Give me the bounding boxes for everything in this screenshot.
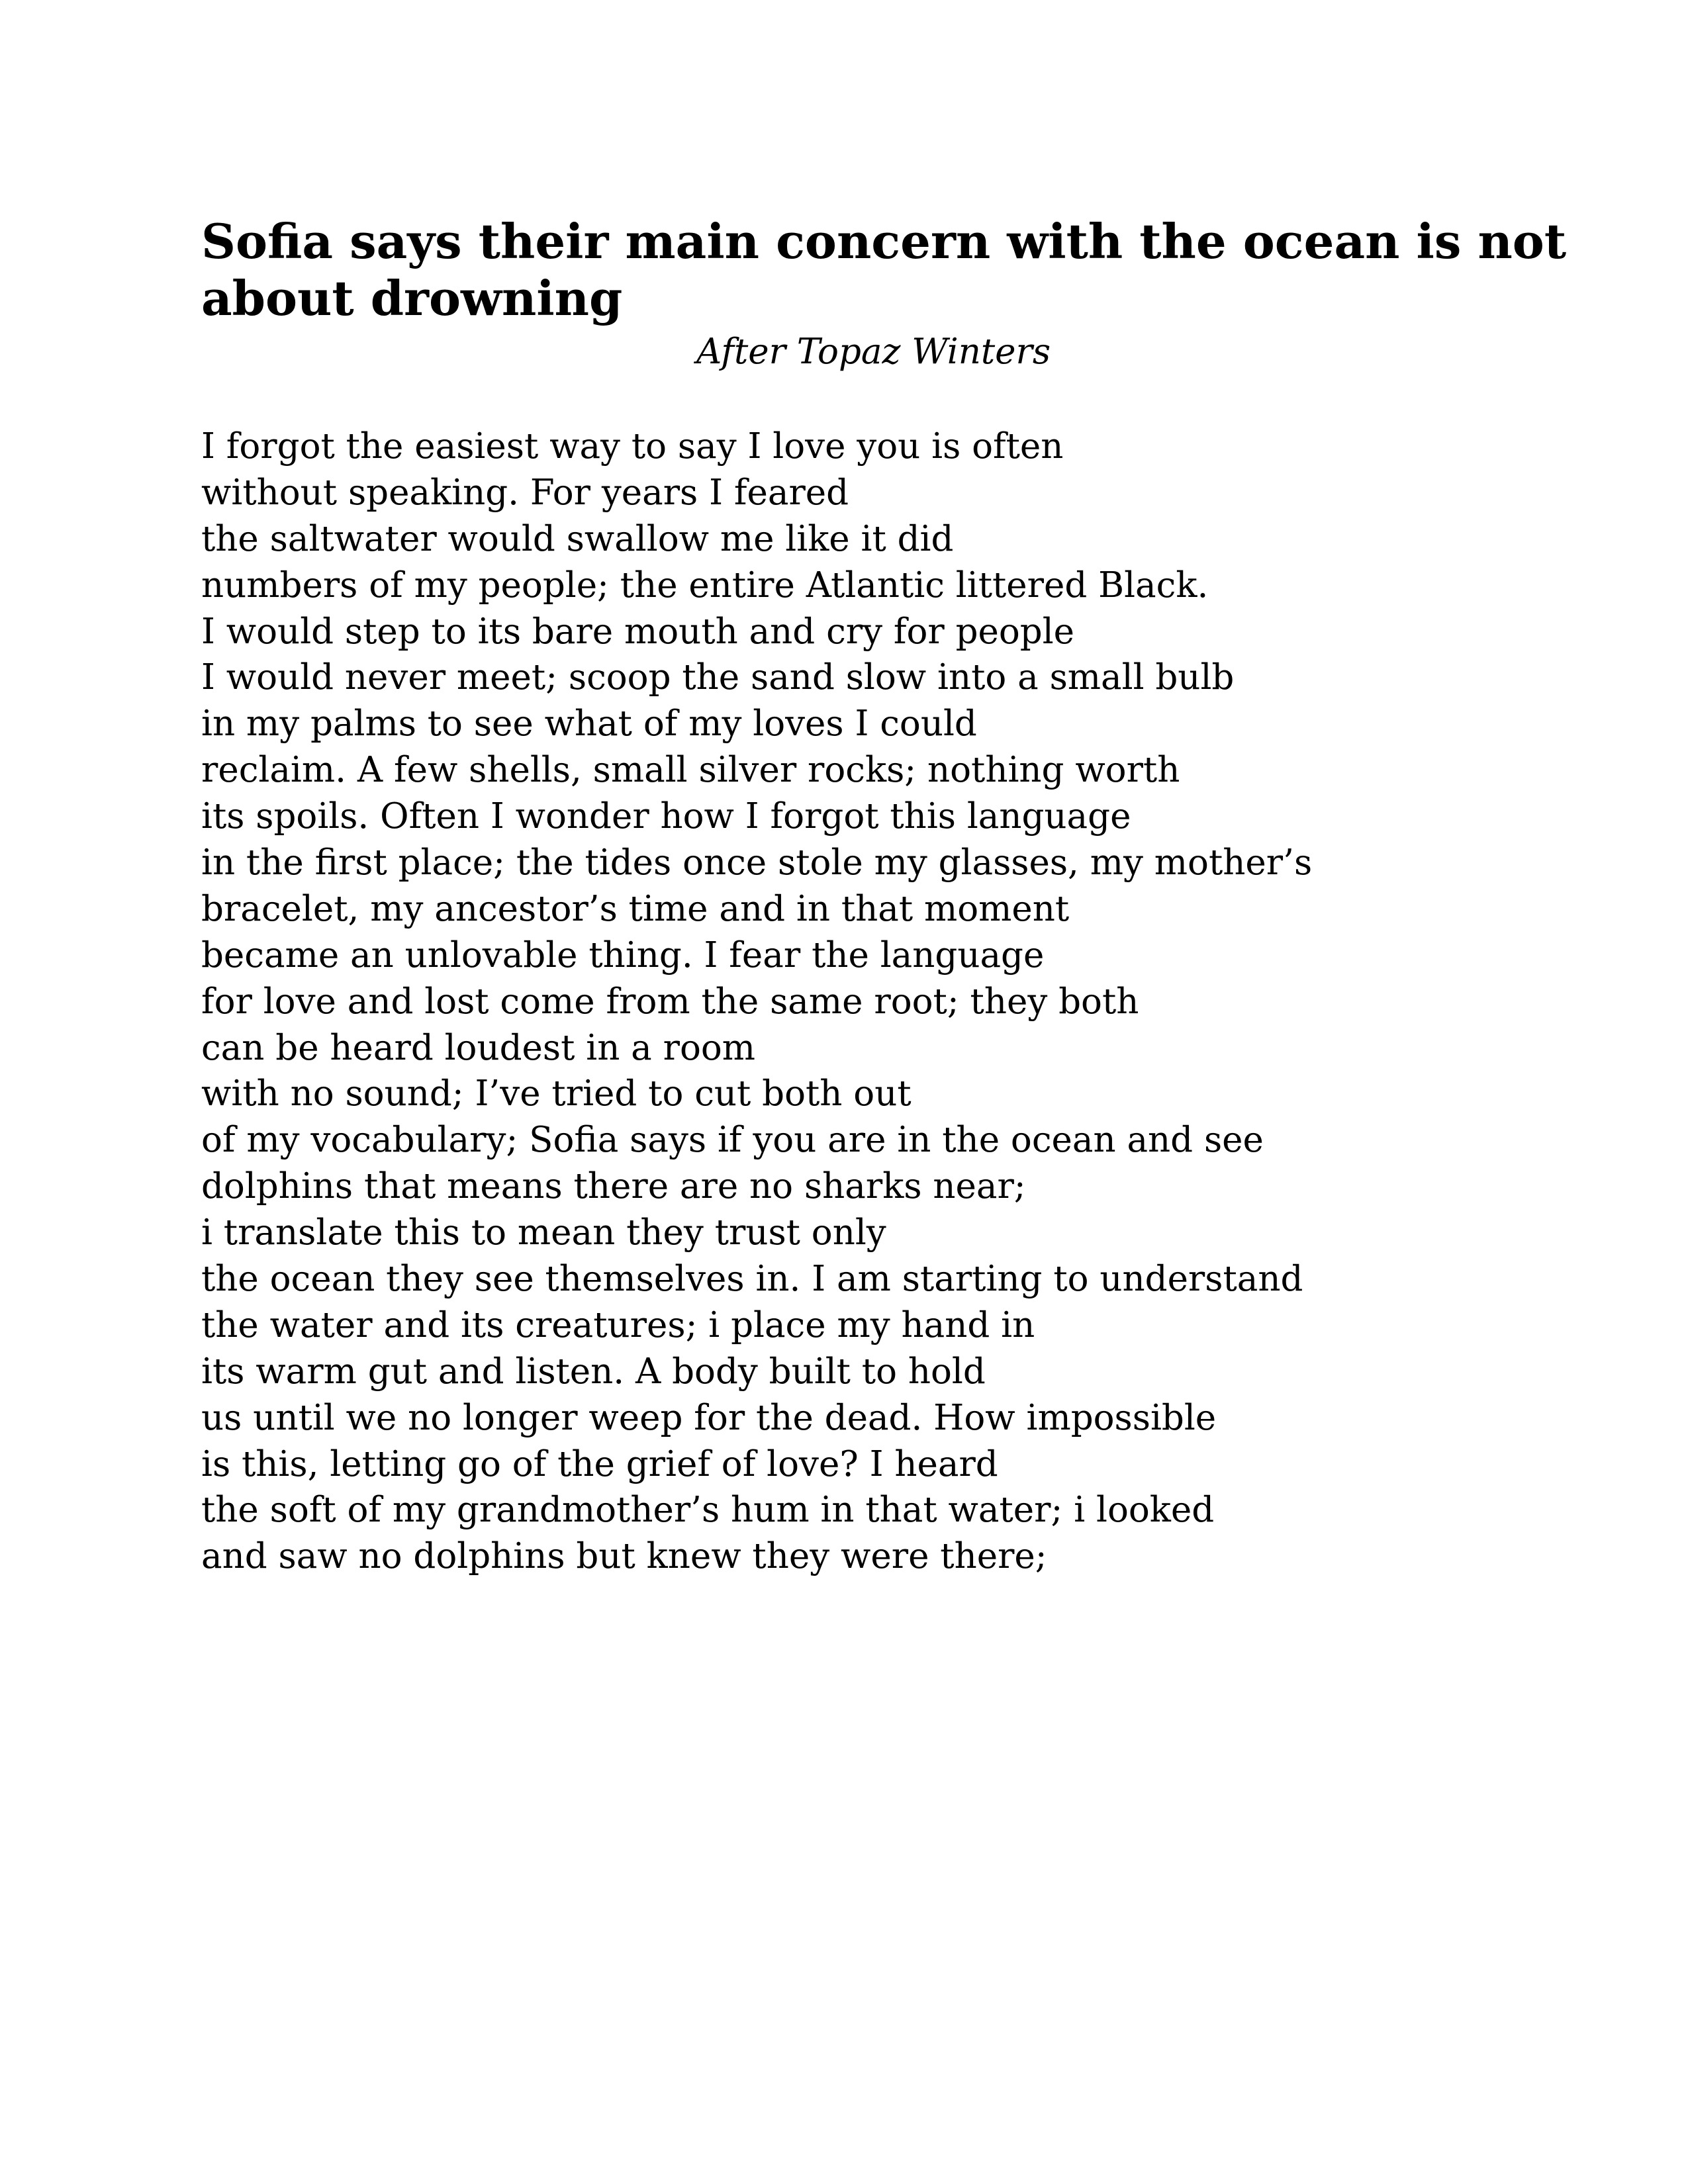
poem-line: the soft of my grandmother’s hum in that water; i looked: [201, 1490, 1215, 1531]
poem-line: and saw no dolphins but knew they were there;: [201, 1536, 1047, 1577]
poem-line: became an unlovable thing. I fear the language: [201, 934, 1045, 976]
poem-line: I would step to its bare mouth and cry for people: [201, 611, 1075, 652]
poem-line: bracelet, my ancestor’s time and in that moment: [201, 888, 1070, 929]
poem-line: the saltwater would swallow me like it did: [201, 518, 954, 559]
poem-line: in my palms to see what of my loves I could: [201, 704, 977, 745]
title-line: about drowning: [201, 270, 623, 326]
poem-line: without speaking. For years I feared: [201, 472, 849, 513]
poem-title: [201, 213, 1567, 327]
poem-body: [201, 424, 1312, 1580]
epigraph: After Topaz Winters: [696, 332, 1051, 372]
poem-line: I forgot the easiest way to say I love you is often: [201, 426, 1064, 467]
poem-line: can be heard loudest in a room: [201, 1027, 756, 1068]
poem-line: us until we no longer weep for the dead. How impossible: [201, 1397, 1217, 1438]
poem-line: I would never meet; scoop the sand slow into a small bulb: [201, 657, 1235, 698]
poem-line: for love and lost come from the same root; they both: [201, 981, 1139, 1022]
poem-line: i translate this to mean they trust only: [201, 1212, 886, 1253]
poem-line: dolphins that means there are no sharks near;: [201, 1166, 1026, 1207]
title-line: Sofia says their main concern with the ocean is not: [201, 213, 1567, 269]
poem-line: numbers of my people; the entire Atlantic littered Black.: [201, 565, 1209, 606]
poem-line: its spoils. Often I wonder how I forgot this language: [201, 796, 1131, 837]
poem-line: its warm gut and listen. A body built to hold: [201, 1351, 986, 1392]
poem-line: is this, letting go of the grief of love? I heard: [201, 1443, 998, 1484]
poem-line: reclaim. A few shells, small silver rocks; nothing worth: [201, 750, 1180, 791]
poem-line: in the first place; the tides once stole my glasses, my mother’s: [201, 842, 1313, 884]
poem-line: the water and its creatures; i place my hand in: [201, 1304, 1035, 1345]
poem-line: with no sound; I’ve tried to cut both out: [201, 1073, 912, 1115]
poem-line: of my vocabulary; Sofia says if you are in the ocean and see: [201, 1120, 1264, 1161]
poem-line: the ocean they see themselves in. I am starting to understand: [201, 1259, 1303, 1300]
